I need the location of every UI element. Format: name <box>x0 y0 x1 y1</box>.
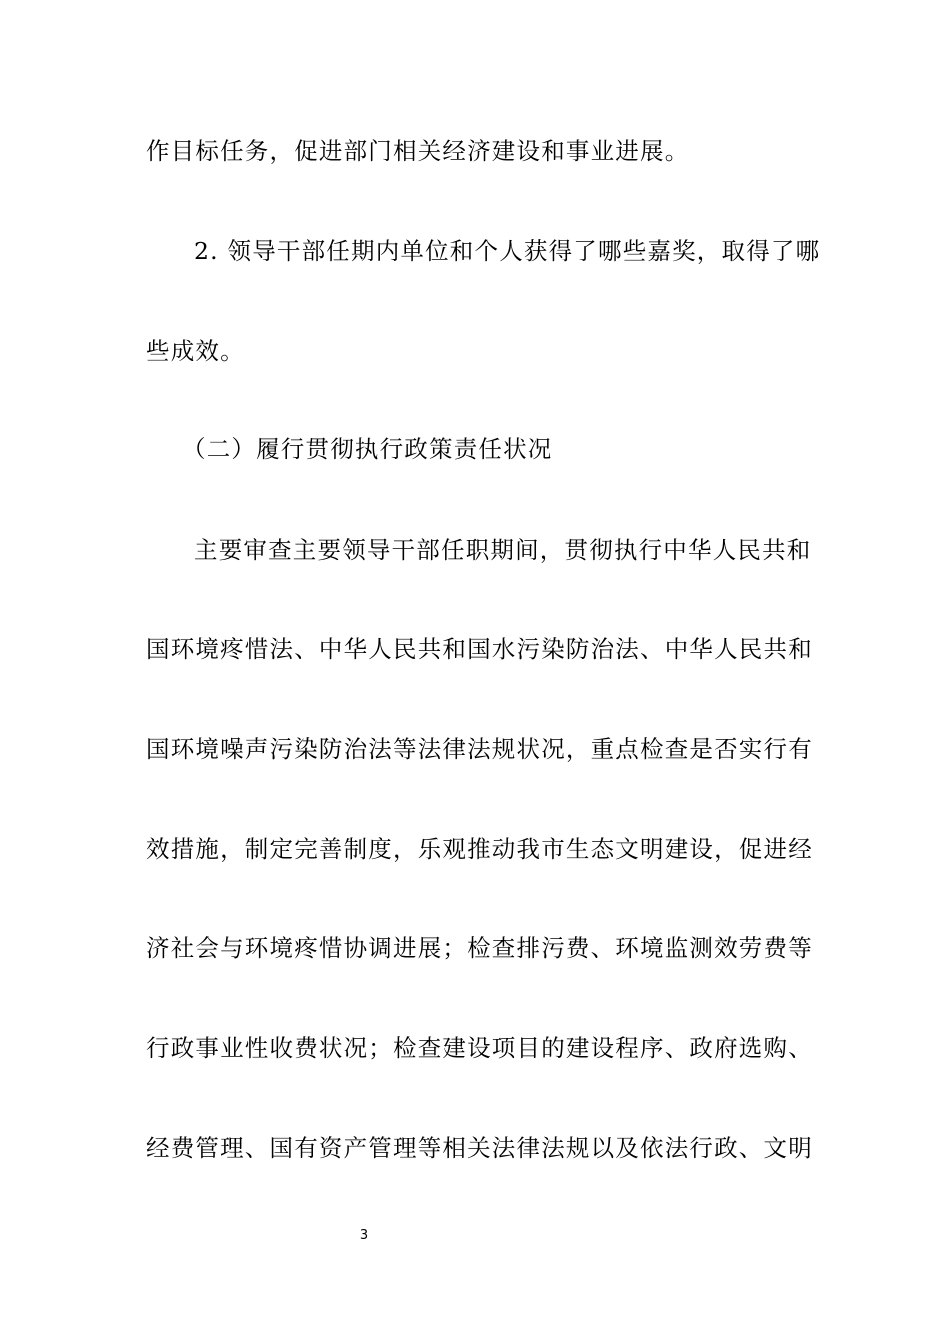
section-heading: （二）履行贯彻执行政策责任状况 <box>182 435 553 463</box>
page-number: 3 <box>359 1228 369 1243</box>
paragraph-line-8: 效措施，制定完善制度，乐观推动我市生态文明建设，促进经 <box>146 835 813 863</box>
paragraph-line-10: 行政事业性收费状况；检查建设项目的建设程序、政府选购、 <box>146 1034 813 1062</box>
paragraph-line-11: 经费管理、国有资产管理等相关法律法规以及依法行政、文明 <box>146 1134 813 1162</box>
paragraph-line-9: 济社会与环境疼惜协调进展；检查排污费、环境监测效劳费等 <box>146 934 813 962</box>
paragraph-line-3: 些成效。 <box>146 337 245 365</box>
paragraph-line-1: 作目标任务，促进部门相关经济建设和事业进展。 <box>146 137 690 165</box>
paragraph-line-5: 主要审查主要领导干部任职期间，贯彻执行中华人民共和 <box>194 536 812 564</box>
paragraph-line-2: 2. 领导干部任期内单位和个人获得了哪些嘉奖，取得了哪 <box>194 237 821 265</box>
paragraph-line-6: 国环境疼惜法、中华人民共和国水污染防治法、中华人民共和 <box>146 635 813 663</box>
paragraph-line-7: 国环境噪声污染防治法等法律法规状况，重点检查是否实行有 <box>146 735 813 763</box>
